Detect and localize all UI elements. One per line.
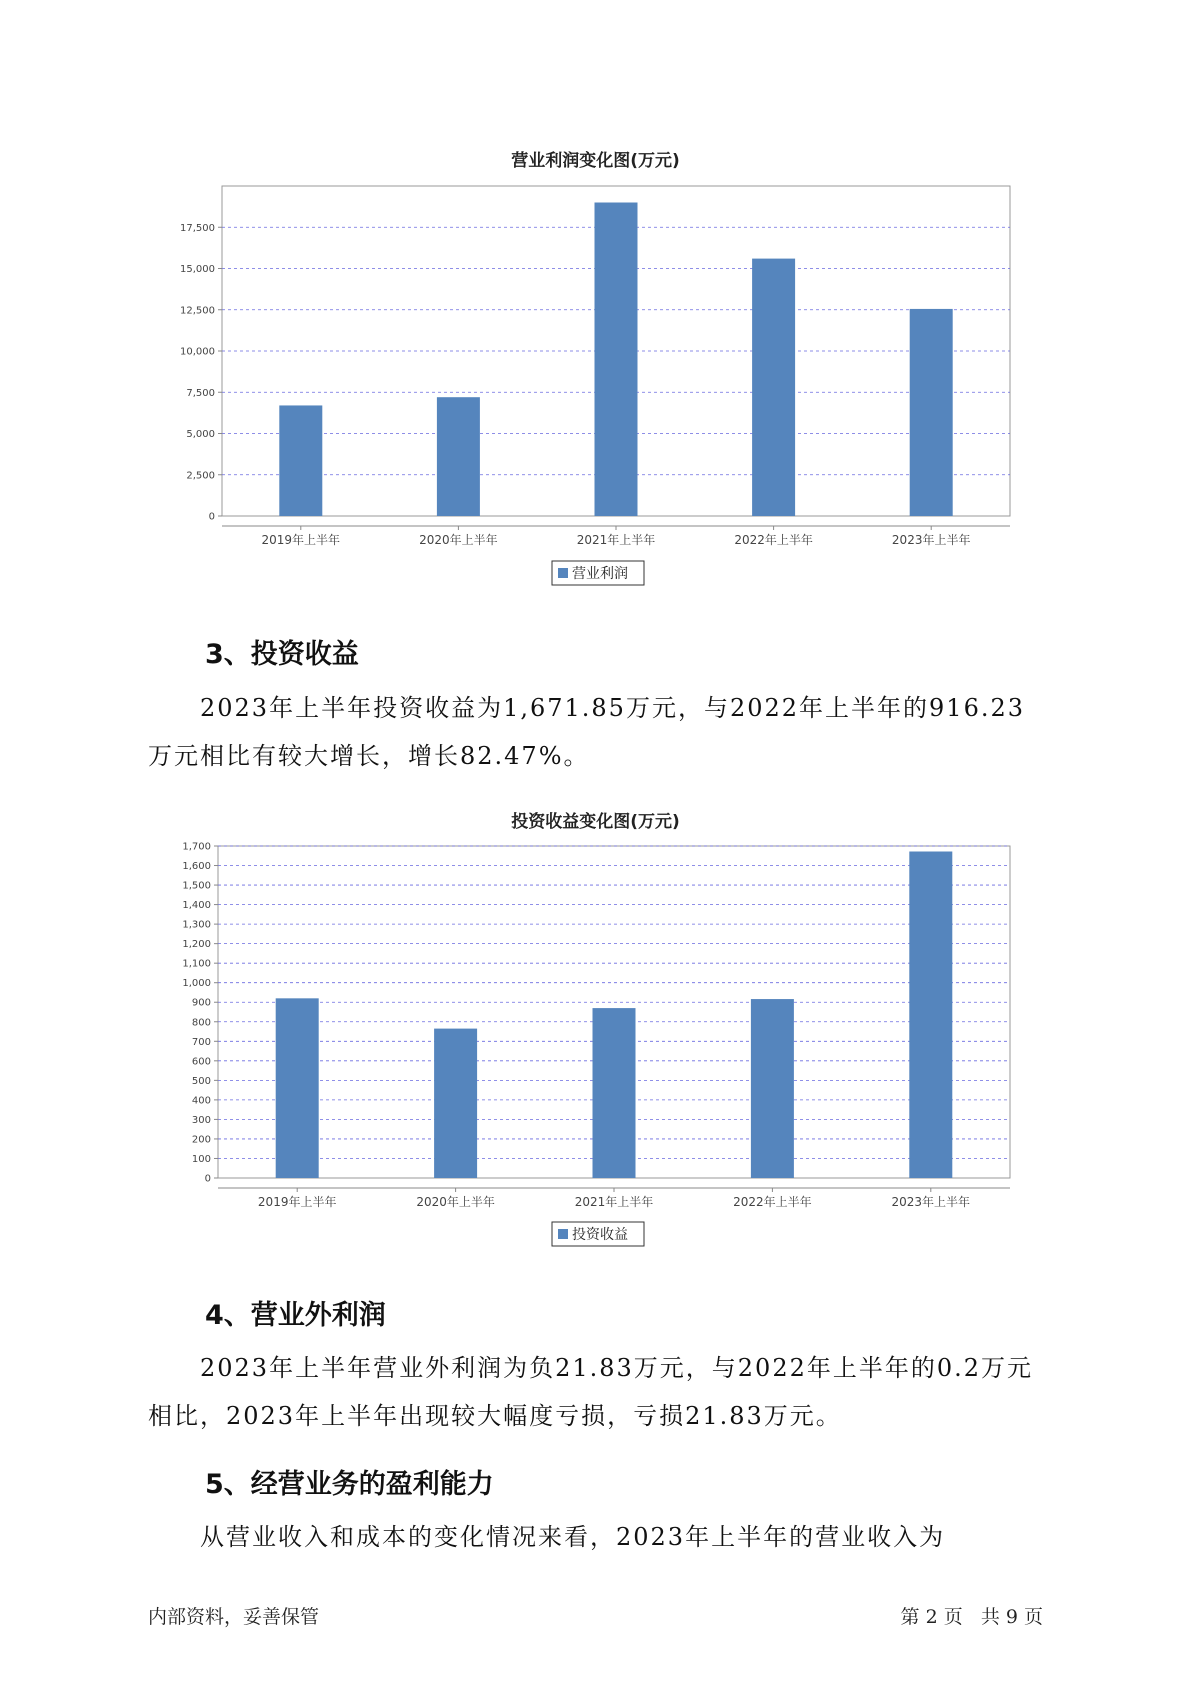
y-tick-label: 2,500 [186,470,215,482]
bar-1 [276,998,319,1178]
section5-paragraph: 从营业收入和成本的变化情况来看，2023年上半年的营业收入为 [200,1523,946,1551]
section4-paragraph: 2023年上半年营业外利润为负21.83万元，与2022年上半年的0.2万元相比，2023年上半年出现较大幅度亏损，亏损21.83万元。 [148,1354,1034,1430]
bar-3 [595,203,638,517]
y-tick-label: 1,000 [182,978,211,990]
y-tick-label: 100 [191,1153,211,1165]
section3-heading: 3、投资收益 [205,639,359,670]
y-tick-label: 1,200 [182,939,211,951]
x-tick-label: 2021年上半年 [574,1195,654,1209]
y-tick-label: 1,300 [182,919,211,931]
y-tick-label: 15,000 [180,264,215,275]
y-tick-label: 0 [208,511,215,523]
y-tick-label: 1,400 [182,900,211,912]
y-tick-label: 17,500 [180,222,215,234]
legend-label: 投资收益 [572,1227,628,1243]
y-tick-label: 0 [204,1173,211,1185]
x-tick-label: 2023年上半年 [891,1195,971,1209]
legend-label: 营业利润 [572,566,628,582]
bar-5 [909,851,952,1178]
x-tick-label: 2021年上半年 [576,533,656,547]
footer-confidential: 内部资料，妥善保管 [148,1606,320,1628]
x-tick-label: 2023年上半年 [891,533,971,547]
bar-1 [279,405,322,516]
x-tick-label: 2019年上半年 [257,1195,337,1209]
chart2-title: 投资收益变化图(万元) [511,812,680,832]
bar-4 [751,999,794,1178]
y-tick-label: 900 [191,997,211,1009]
y-tick-label: 700 [191,1036,211,1048]
y-tick-label: 400 [191,1095,211,1107]
bar-2 [437,397,480,516]
footer-page-number: 第 2 页 共 9 页 [900,1606,1043,1628]
legend-swatch [558,568,568,578]
bar-3 [593,1008,636,1178]
section5-heading: 5、经营业务的盈利能力 [205,1469,494,1500]
bar-4 [752,259,795,516]
y-tick-label: 800 [191,1017,211,1029]
y-tick-label: 1,100 [182,958,211,970]
y-tick-label: 200 [191,1134,211,1146]
bar-5 [910,309,953,516]
operating-profit-chart [0,180,1191,590]
y-tick-label: 1,600 [182,861,211,873]
y-tick-label: 10,000 [180,346,215,358]
section3-paragraph: 2023年上半年投资收益为1,671.85万元，与2022年上半年的916.23万元相比有较大增长，增长82.47%。 [148,694,1026,770]
y-tick-label: 12,500 [180,305,215,317]
y-tick-label: 1,700 [182,841,211,853]
y-tick-label: 600 [191,1056,211,1068]
x-tick-label: 2020年上半年 [416,1195,495,1209]
y-tick-label: 500 [191,1075,211,1087]
legend-swatch [558,1229,568,1239]
y-tick-label: 300 [191,1114,211,1126]
y-tick-label: 1,500 [182,880,211,892]
bar-2 [434,1029,477,1178]
x-tick-label: 2022年上半年 [733,1195,812,1209]
x-tick-label: 2020年上半年 [419,533,498,547]
y-tick-label: 5,000 [186,429,215,440]
chart1-title: 营业利润变化图(万元) [511,151,680,171]
x-tick-label: 2022年上半年 [734,533,813,547]
section4-heading: 4、营业外利润 [205,1300,386,1331]
investment-income-chart [0,840,1191,1250]
y-tick-label: 7,500 [186,387,215,399]
x-tick-label: 2019年上半年 [261,533,341,547]
